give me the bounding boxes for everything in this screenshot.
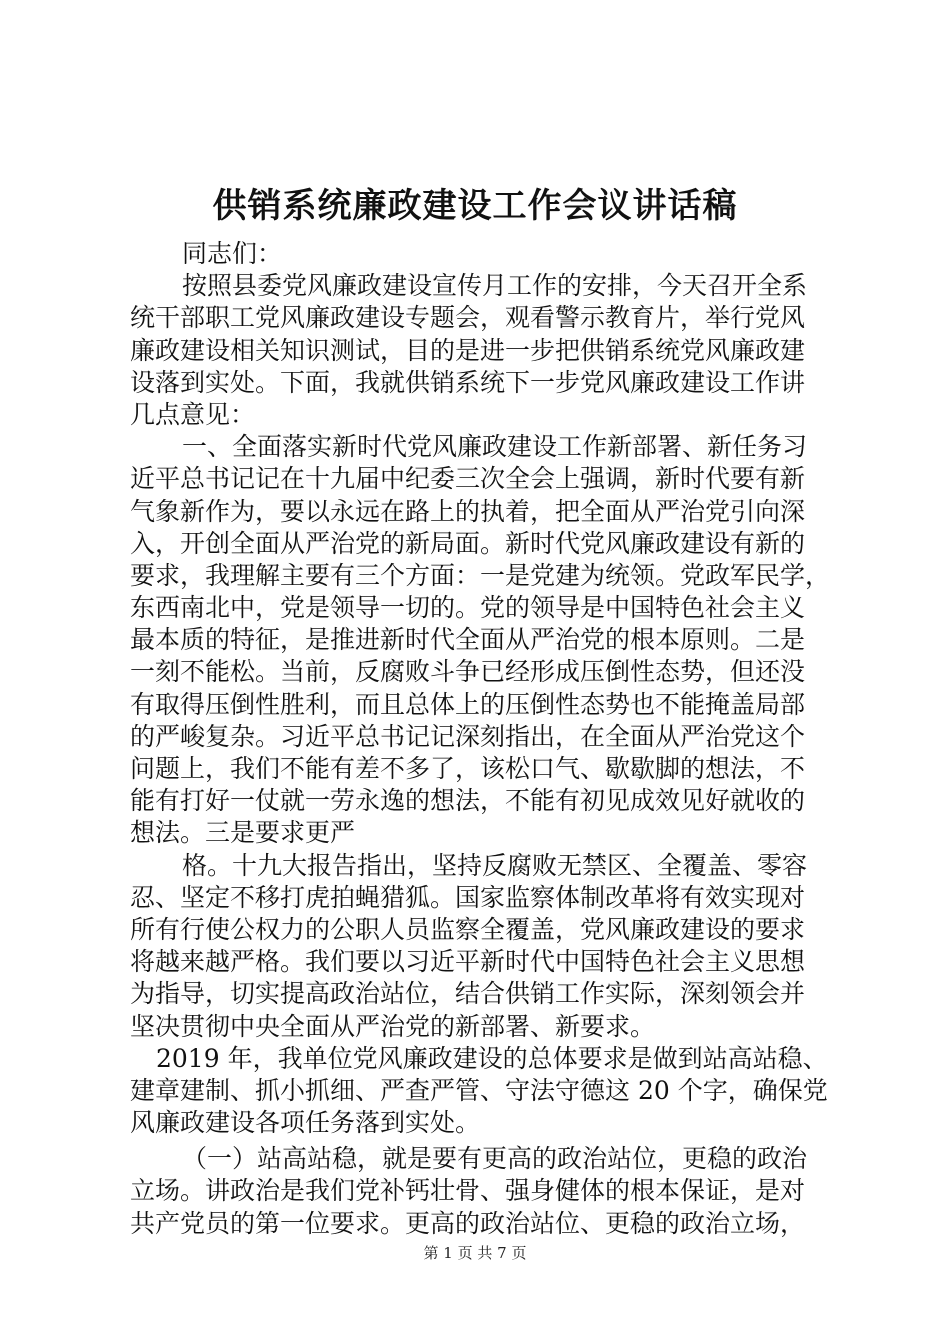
paragraph-line: 建章建制、抓小抓细、严查严管、守法守德这 20 个字，确保党 [130, 1075, 828, 1105]
paragraph-line: 坚决贯彻中央全面从严治党的新部署、新要求。 [130, 1011, 656, 1041]
paragraph-line: 将越来越严格。我们要以习近平新时代中国特色社会主义思想 [130, 947, 806, 977]
paragraph-line: 问题上，我们不能有差不多了，该松口气、歇歇脚的想法，不 [130, 754, 806, 783]
paragraph-line: 东西南北中，党是领导一切的。党的领导是中国特色社会主义 [130, 593, 806, 623]
paragraph-line: 一刻不能松。当前，反腐败斗争已经形成压倒性态势，但还没 [130, 657, 806, 687]
paragraph-line: 统干部职工党风廉政建设专题会，观看警示教育片，举行党风 [130, 303, 806, 333]
paragraph-line: 要求，我理解主要有三个方面：一是党建为统领。党政军民学， [130, 560, 831, 590]
paragraph-line: 想法。三是要求更严 [130, 818, 356, 848]
paragraph-line: 忍、坚定不移打虎拍蝇猎狐。国家监察体制改革将有效实现对 [130, 882, 806, 912]
paragraph-line: 近平总书记记在十九届中纪委三次全会上强调，新时代要有新 [130, 464, 806, 494]
paragraph-line: 气象新作为，要以永远在路上的执着，把全面从严治党引向深 [130, 496, 806, 526]
paragraph-line: 立场。讲政治是我们党补钙壮骨、强身健体的根本保证，是对 [130, 1176, 806, 1206]
paragraph-line: 格。十九大报告指出，坚持反腐败无禁区、全覆盖、零容 [182, 850, 808, 880]
section-heading-line: 一、全面落实新时代党风廉政建设工作新部署、新任务习 [182, 432, 808, 462]
paragraph-line: 共产党员的第一位要求。更高的政治站位、更稳的政治立场， [130, 1208, 806, 1238]
subsection-heading-line: （一）站高站稳，就是要有更高的政治站位，更稳的政治 [182, 1144, 808, 1174]
paragraph-line: 最本质的特征，是推进新时代全面从严治党的根本原则。二是 [130, 625, 806, 655]
salutation: 同志们： [182, 239, 283, 268]
paragraph-line: 所有行使公权力的公职人员监察全覆盖，党风廉政建设的要求 [130, 914, 806, 944]
paragraph-line: 有取得压倒性胜利，而且总体上的压倒性态势也不能掩盖局部 [130, 689, 806, 719]
paragraph-line: 廉政建设相关知识测试，目的是进一步把供销系统党风廉政建 [130, 335, 806, 365]
paragraph-line: 的严峻复杂。习近平总书记记深刻指出，在全面从严治党这个 [130, 721, 806, 751]
document-title: 供销系统廉政建设工作会议讲话稿 [212, 186, 738, 226]
document-body [130, 238, 830, 1240]
paragraph-line: 入，开创全面从严治党的新局面。新时代党风廉政建设有新的 [130, 528, 806, 558]
paragraph-line: 为指导，切实提高政治站位，结合供销工作实际，深刻领会并 [130, 979, 806, 1009]
paragraph-line: 风廉政建设各项任务落到实处。 [130, 1108, 481, 1138]
page-number-footer: 第 1 页 共 7 页 [423, 1244, 527, 1262]
paragraph-line: 2019 年，我单位党风廉政建设的总体要求是做到站高站稳、 [156, 1043, 828, 1073]
paragraph-line: 设落到实处。下面，我就供销系统下一步党风廉政建设工作讲 [130, 367, 806, 397]
paragraph-line: 能有打好一仗就一劳永逸的想法，不能有初见成效见好就收的 [130, 786, 806, 816]
paragraph-line: 几点意见： [130, 399, 256, 429]
paragraph-line: 按照县委党风廉政建设宣传月工作的安排，今天召开全系 [182, 271, 808, 301]
